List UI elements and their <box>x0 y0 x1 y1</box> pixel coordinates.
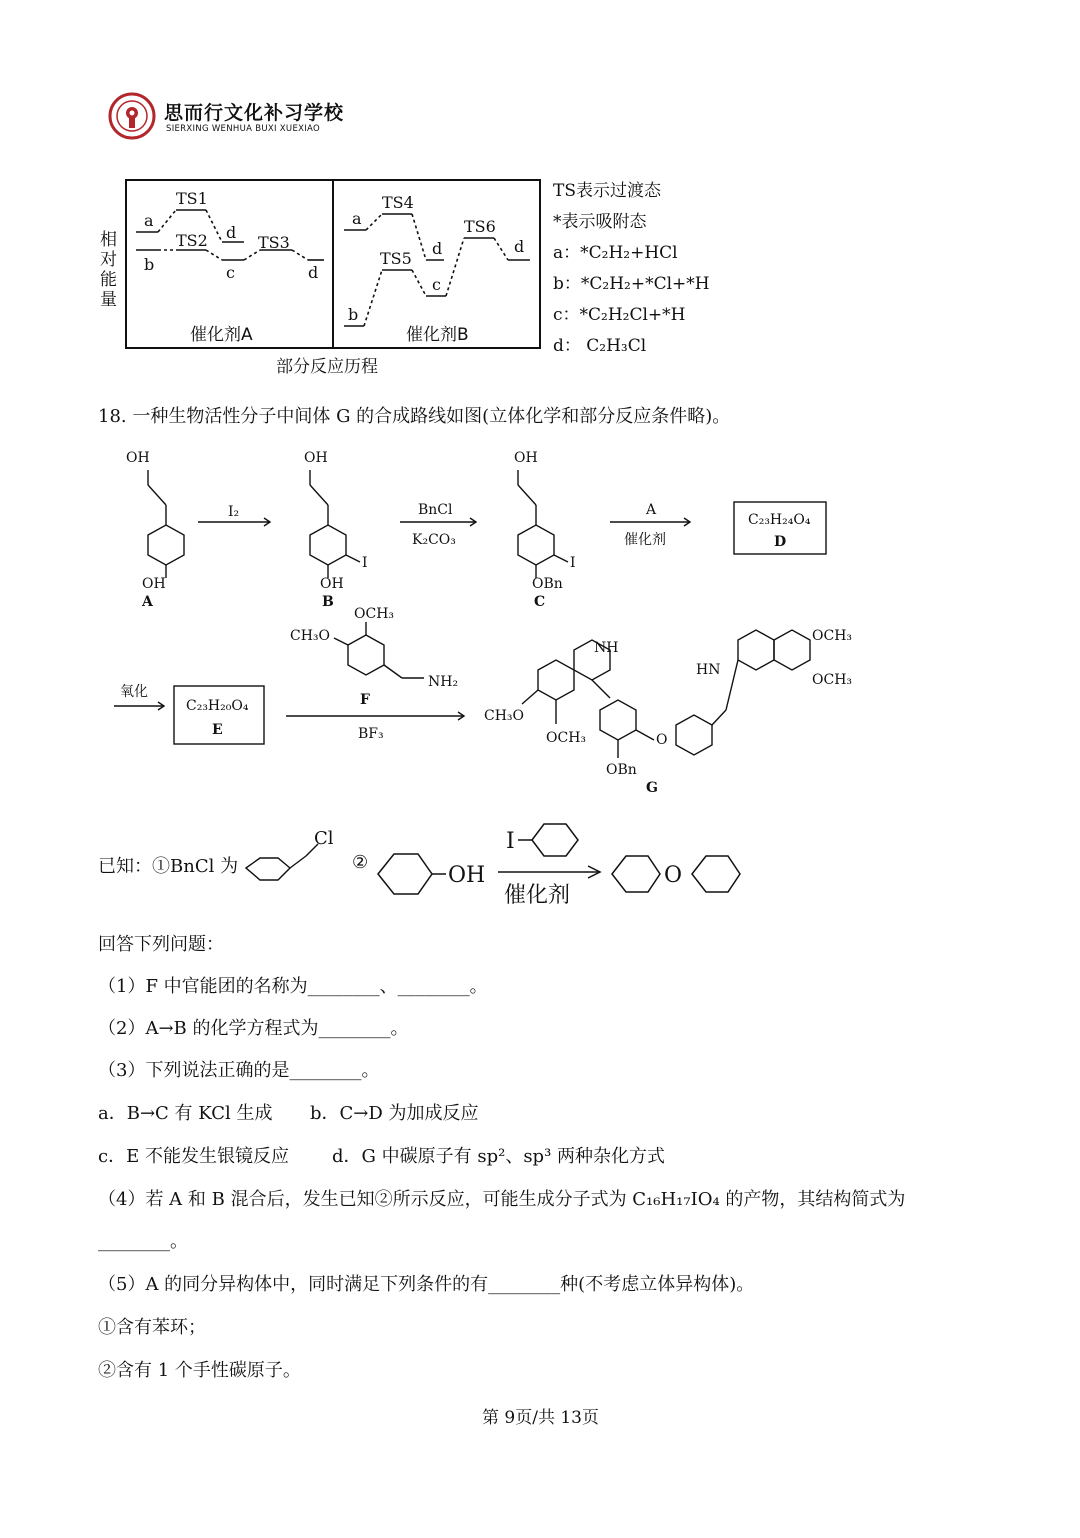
question-18-intro: 18. 一种生物活性分子中间体 G 的合成路线如图(立体化学和部分反应条件略)。 <box>98 406 731 427</box>
x-axis-label: 部分反应历程 <box>276 357 378 377</box>
svg-text:K₂CO₃: K₂CO₃ <box>412 532 456 548</box>
panel-a-title: 催化剂A <box>190 325 253 345</box>
svg-text:OH: OH <box>142 576 166 592</box>
legend-line: *表示吸附态 <box>553 212 647 232</box>
option-a: a．B→C 有 KCl 生成 <box>98 1103 273 1124</box>
synthesis-route-diagram <box>98 440 858 800</box>
svg-text:A: A <box>142 594 153 610</box>
svg-text:B: B <box>322 594 334 610</box>
legend-line: b：*C₂H₂+*Cl+*H <box>553 274 710 294</box>
question-4-line-1: （4）若 A 和 B 混合后，发生已知②所示反应，可能生成分子式为 C₁₆H₁₇IO₄ 的产物，其结构简式为 <box>98 1189 906 1210</box>
known-info-prefix: 已知：①BnCl 为 <box>98 856 239 877</box>
school-logo <box>108 92 156 140</box>
option-c: c．E 不能发生银镜反应 <box>98 1146 289 1167</box>
condition-1: ①含有苯环； <box>98 1317 206 1338</box>
svg-text:OH: OH <box>304 450 328 466</box>
svg-text:NH₂: NH₂ <box>428 674 459 690</box>
svg-text:b: b <box>144 255 155 274</box>
svg-text:OBn: OBn <box>532 576 563 592</box>
svg-text:C₂₃H₂₄O₄: C₂₃H₂₄O₄ <box>748 512 811 528</box>
svg-text:OBn: OBn <box>606 762 637 778</box>
svg-text:C₂₃H₂₀O₄: C₂₃H₂₀O₄ <box>186 698 249 714</box>
svg-text:d: d <box>514 237 525 256</box>
svg-text:a: a <box>144 211 154 230</box>
svg-text:I₂: I₂ <box>228 504 240 520</box>
svg-text:I: I <box>506 829 515 854</box>
svg-text:TS5: TS5 <box>380 249 412 268</box>
option-d: d．G 中碳原子有 sp²、sp³ 两种杂化方式 <box>332 1146 666 1167</box>
option-b: b．C→D 为加成反应 <box>310 1103 479 1124</box>
svg-text:d: d <box>226 223 237 242</box>
svg-text:b: b <box>348 305 359 324</box>
condition-2: ②含有 1 个手性碳原子。 <box>98 1360 301 1381</box>
svg-text:OCH₃: OCH₃ <box>812 628 853 644</box>
legend-line: TS表示过渡态 <box>553 181 661 201</box>
svg-text:TS6: TS6 <box>464 217 496 236</box>
svg-text:G: G <box>646 780 658 796</box>
svg-text:F: F <box>360 692 370 708</box>
question-4-line-2: ________。 <box>98 1231 188 1252</box>
svg-text:OH: OH <box>126 450 150 466</box>
known-info-2-marker: ② <box>352 852 369 873</box>
question-3: （3）下列说法正确的是________。 <box>98 1060 380 1081</box>
svg-text:O: O <box>656 732 668 748</box>
question-5: （5）A 的同分异构体中，同时满足下列条件的有________种(不考虑立体异构体)。 <box>98 1274 755 1295</box>
diagram-legend <box>553 176 710 362</box>
energy-diagram <box>98 170 738 380</box>
svg-text:TS3: TS3 <box>258 233 290 252</box>
svg-text:OCH₃: OCH₃ <box>812 672 853 688</box>
school-name-cn: 思而行文化补习学校 <box>164 102 345 124</box>
svg-text:I: I <box>362 555 368 571</box>
svg-text:HN: HN <box>696 662 721 678</box>
question-2: （2）A→B 的化学方程式为________。 <box>98 1018 409 1039</box>
svg-text:Cl: Cl <box>314 828 334 849</box>
svg-text:催化剂: 催化剂 <box>624 532 666 548</box>
svg-text:C: C <box>534 594 546 610</box>
svg-text:BnCl: BnCl <box>418 502 453 518</box>
school-name-en: SIERXING WENHUA BUXI XUEXIAO <box>166 124 321 134</box>
y-axis-label: 相对能量 <box>100 230 117 310</box>
legend-line: c：*C₂H₂Cl+*H <box>553 305 686 325</box>
svg-text:A: A <box>646 502 657 518</box>
svg-text:d: d <box>308 263 319 282</box>
svg-text:TS4: TS4 <box>382 193 414 212</box>
legend-line: d： C₂H₃Cl <box>553 336 647 356</box>
svg-text:O: O <box>664 863 683 888</box>
svg-text:OCH₃: OCH₃ <box>354 606 395 622</box>
svg-text:BF₃: BF₃ <box>358 726 384 742</box>
svg-text:OH: OH <box>320 576 344 592</box>
svg-text:TS2: TS2 <box>176 231 208 250</box>
answer-prompt: 回答下列问题： <box>98 934 224 955</box>
svg-text:OH: OH <box>514 450 538 466</box>
svg-text:E: E <box>212 722 223 738</box>
known-reaction-2 <box>372 820 792 912</box>
svg-text:I: I <box>570 555 576 571</box>
known-catalyst-label: 催化剂 <box>504 883 571 908</box>
svg-text:CH₃O: CH₃O <box>290 628 331 644</box>
svg-text:D: D <box>774 534 787 550</box>
question-1: （1）F 中官能团的名称为________、________。 <box>98 976 488 997</box>
compound-a <box>148 470 184 578</box>
school-emblem-icon <box>108 92 156 140</box>
svg-text:TS1: TS1 <box>176 189 208 208</box>
svg-text:a: a <box>352 209 362 228</box>
page-number: 第 9页/共 13页 <box>482 1408 599 1428</box>
svg-text:氧化: 氧化 <box>120 684 148 700</box>
svg-text:OH: OH <box>448 863 486 888</box>
legend-line: a：*C₂H₂+HCl <box>553 243 678 263</box>
svg-text:OCH₃: OCH₃ <box>546 730 587 746</box>
panel-b-title: 催化剂B <box>406 325 469 345</box>
svg-text:CH₃O: CH₃O <box>484 708 525 724</box>
svg-text:NH: NH <box>594 640 619 656</box>
svg-text:c: c <box>432 275 441 294</box>
svg-text:c: c <box>226 263 235 282</box>
svg-text:d: d <box>432 239 443 258</box>
bncl-structure <box>238 828 348 888</box>
